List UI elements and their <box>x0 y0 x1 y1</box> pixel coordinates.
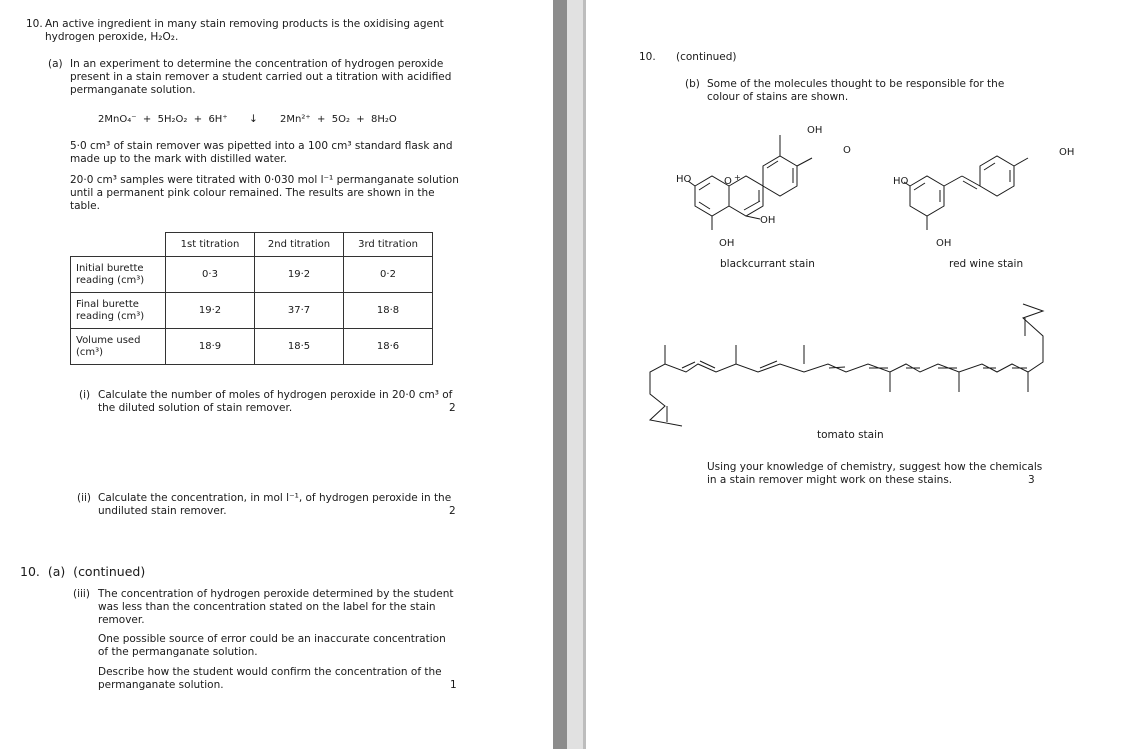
table-corner <box>71 233 166 257</box>
table-cell: 0·2 <box>344 257 433 293</box>
equation-arrow: ↓ <box>249 113 258 125</box>
part-iii-label: (iii) <box>73 588 90 600</box>
continued-label: (continued) <box>676 51 737 63</box>
table-header: 3rd titration <box>344 233 433 257</box>
part-iii-para-2-line-2: of the permanganate solution. <box>98 646 258 658</box>
table-cell: 18·8 <box>344 293 433 329</box>
blackcurrant-oh-top: OH <box>807 125 823 136</box>
blackcurrant-oh-bottom: OH <box>719 238 735 249</box>
blackcurrant-ho-left: HO <box>676 174 692 185</box>
blackcurrant-structure <box>688 135 812 230</box>
question-b-line-2: in a stain remover might work on these stains. <box>707 474 953 486</box>
table-row-label: Initial burette reading (cm³) <box>71 257 166 293</box>
question-b-line-1: Using your knowledge of chemistry, suggest how the chemicals <box>707 461 1043 473</box>
part-ii-line-1: Calculate the concentration, in mol l⁻¹, of hydrogen peroxide in the <box>98 492 452 504</box>
page-gutter-dark <box>553 0 567 749</box>
intro-line-2: hydrogen peroxide, H₂O₂. <box>45 31 179 43</box>
part-iii-para-3-line-1: Describe how the student would confirm the concentration of the <box>98 666 442 678</box>
molecule-structures <box>586 110 1131 450</box>
part-i-line-2: the diluted solution of stain remover. <box>98 402 293 414</box>
part-b-label: (b) <box>685 78 700 90</box>
part-ii-marks: 2 <box>449 505 456 517</box>
part-a-label: (a) <box>48 58 63 70</box>
part-iii-para-2-line-1: One possible source of error could be an inaccurate concentration <box>98 633 446 645</box>
table-cell: 0·3 <box>166 257 255 293</box>
paragraph-2-line-2: until a permanent pink colour remained. The results are shown in the <box>70 187 435 199</box>
part-i-marks: 2 <box>449 402 456 414</box>
part-ii-label: (ii) <box>77 492 92 504</box>
part-a-line-2: present in a stain remover a student carried out a titration with acidified <box>70 71 452 83</box>
part-b-line-2: colour of stains are shown. <box>707 91 849 103</box>
paragraph-2-line-1: 20·0 cm³ samples were titrated with 0·030 mol l⁻¹ permanganate solution <box>70 174 459 186</box>
table-row <box>71 257 433 293</box>
part-i-label: (i) <box>79 389 91 401</box>
blackcurrant-ring-o: O <box>724 176 732 187</box>
blackcurrant-plus: + <box>734 173 741 182</box>
paragraph-1-line-2: made up to the mark with distilled water. <box>70 153 287 165</box>
table-cell: 18·9 <box>166 329 255 365</box>
part-i-line-1: Calculate the number of moles of hydrogen peroxide in 20·0 cm³ of <box>98 389 453 401</box>
red-wine-structure <box>904 156 1028 230</box>
blackcurrant-oh-mid: OH <box>760 215 776 226</box>
question-number: 10. <box>26 18 43 30</box>
table-header: 1st titration <box>166 233 255 257</box>
table-row <box>71 329 433 365</box>
part-iii-line-2: was less than the concentration stated on the label for the stain <box>98 601 436 613</box>
table-row-label: Volume used (cm³) <box>71 329 166 365</box>
part-b-line-1: Some of the molecules thought to be responsible for the <box>707 78 1005 90</box>
part-iii-line-3: remover. <box>98 614 145 626</box>
tomato-caption: tomato stain <box>817 429 884 441</box>
table-row <box>71 293 433 329</box>
part-ii-line-2: undiluted stain remover. <box>98 505 227 517</box>
paragraph-2-line-3: table. <box>70 200 100 212</box>
continued-heading: 10. (a) (continued) <box>20 564 146 579</box>
table-cell: 37·7 <box>255 293 344 329</box>
part-iii-para-3-line-2: permanganate solution. <box>98 679 224 691</box>
part-iii-marks: 1 <box>450 679 457 691</box>
paragraph-1-line-1: 5·0 cm³ of stain remover was pipetted into a 100 cm³ standard flask and <box>70 140 453 152</box>
table-cell: 18·5 <box>255 329 344 365</box>
table-cell: 19·2 <box>166 293 255 329</box>
equation-products: 2Mn²⁺ + 5O₂ + 8H₂O <box>280 114 397 125</box>
part-b-marks: 3 <box>1028 474 1035 486</box>
table-header: 2nd titration <box>255 233 344 257</box>
table-cell: 19·2 <box>255 257 344 293</box>
page-gutter-light <box>567 0 583 749</box>
equation-reactants: 2MnO₄⁻ + 5H₂O₂ + 6H⁺ <box>98 114 228 125</box>
intro-line-1: An active ingredient in many stain removing products is the oxidising agent <box>45 18 444 30</box>
part-a-line-3: permanganate solution. <box>70 84 196 96</box>
table-row-label: Final burette reading (cm³) <box>71 293 166 329</box>
red-wine-oh-bottom: OH <box>936 238 952 249</box>
blackcurrant-caption: blackcurrant stain <box>720 258 815 270</box>
question-number-right: 10. <box>639 51 656 63</box>
titration-table <box>70 232 433 365</box>
part-iii-line-1: The concentration of hydrogen peroxide determined by the student <box>98 588 454 600</box>
table-cell: 18·6 <box>344 329 433 365</box>
part-a-line-1: In an experiment to determine the concentration of hydrogen peroxide <box>70 58 444 70</box>
red-wine-caption: red wine stain <box>949 258 1024 270</box>
tomato-structure <box>650 304 1043 426</box>
table-header-row <box>71 233 433 257</box>
stray-o-label: O <box>843 145 851 156</box>
red-wine-ho-left: HO <box>893 176 909 187</box>
red-wine-oh-right: OH <box>1059 147 1075 158</box>
